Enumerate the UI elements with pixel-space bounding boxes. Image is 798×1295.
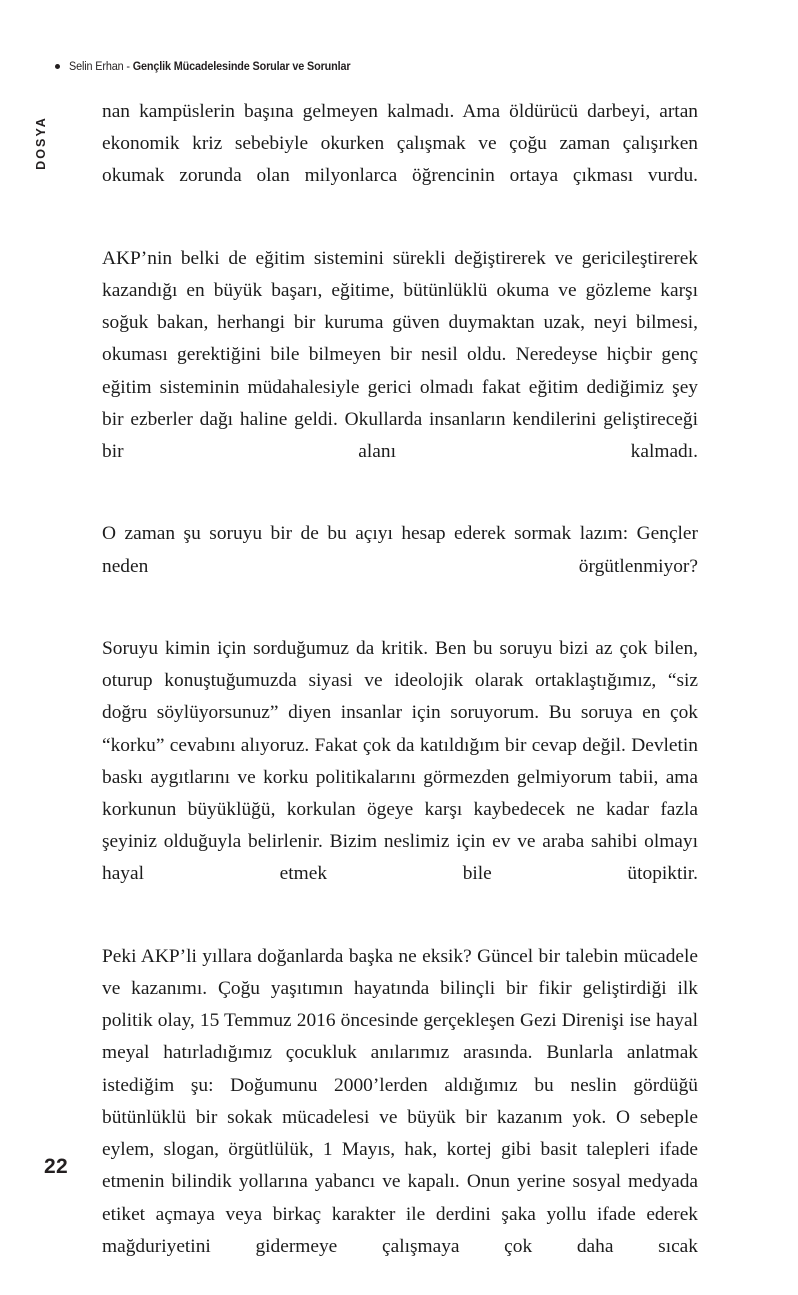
page-number: 22	[44, 1155, 68, 1178]
paragraph: Soruyu kimin için sorduğumuz da kritik. Ben bu soruyu bizi az çok bilen, oturup konuştuğumuzda siyasi ve ideolojik olarak ortaklaştığımız, “siz doğru söylüyorsunuz” diyen insanlar için soruyorum. Bu soruya en çok “korku” cevabını alıyoruz. Fakat çok da katıldığım bir cevap değil. Devletin baskı aygıtlarını ve korku politikalarını görmezden gelmiyorum tabii, ama korkunun büyüklüğü, korkulan ögeye karşı kaybedecek ne kadar fazla şeyiniz olduğuyla belirlenir. Bizim neslimiz için ev ve araba sahibi olmayı hayal etmek bile ütopiktir.	[102, 638, 698, 885]
paragraph: O zaman şu soruyu bir de bu açıyı hesap ederek sormak lazım: Gençler neden örgütlenmiyor?	[102, 523, 698, 577]
body-text-column	[102, 96, 698, 1295]
running-header-text	[69, 60, 350, 72]
paragraph: nan kampüslerin başına gelmeyen kalmadı. Ama öldürücü darbeyi, artan ekonomik kriz sebebiyle okurken çalışmak ve çoğu zaman çalışırken okumak zorunda olan milyonlarca öğrencinin ortaya çıkması vurdu.	[102, 101, 698, 187]
header-article-title: Gençlik Mücadelesinde Sorular ve Sorunlar	[132, 59, 351, 73]
paragraph: Peki AKP’li yıllara doğanlarda başka ne eksik? Güncel bir talebin mücadele ve kazanımı. Çoğu yaşıtımın hayatında bilinçli bir fikir geliştirdiği ilk politik olay, 15 Temmuz 2016 öncesinde gerçekleşen Gezi Direnişi ise hayal meyal hatırladığımız çocukluk anılarımız arasında. Bunlarla anlatmak istediğim şu: Doğumunu 2000’lerden aldığımız bu neslin gördüğü bütünlüklü bir sokak mücadelesi ve büyük bir kazanım yok. O sebeple eylem, slogan, örgütlülük, 1 Mayıs, hak, kortej gibi basit talepleri ifade etmenin bilindik yollarına yabancı ve kapalı. Onun yerine sosyal medyada etiket açmaya veya birkaç karakter ile derdini şaka yollu ifade ederek mağduriyetini gidermeye çalışmaya çok daha sıcak	[102, 945, 698, 1257]
header-separator: -	[126, 59, 130, 73]
section-tab-label: DOSYA	[34, 116, 48, 170]
paragraph: AKP’nin belki de eğitim sistemini sürekli değiştirerek ve gericileştirerek kazandığı en büyük başarı, eğitime, bütünlüklü okuma ve gözleme karşı soğuk bakan, herhangi bir kuruma güven duymaktan uzak, neyi bilmesi, okuması gerektiğini bile bilmeyen bir nesil oldu. Neredeyse hiçbir genç eğitim sisteminin müdahalesiyle gerici olmadı fakat eğitim dediğimiz şey bir ezberler dağı haline geldi. Okullarda insanların kendilerini geliştireceği bir alanı kalmadı.	[102, 247, 698, 463]
running-header	[55, 60, 745, 72]
bullet-dot-icon	[55, 64, 60, 69]
header-author: Selin Erhan	[69, 59, 124, 73]
section-tab	[30, 98, 52, 188]
